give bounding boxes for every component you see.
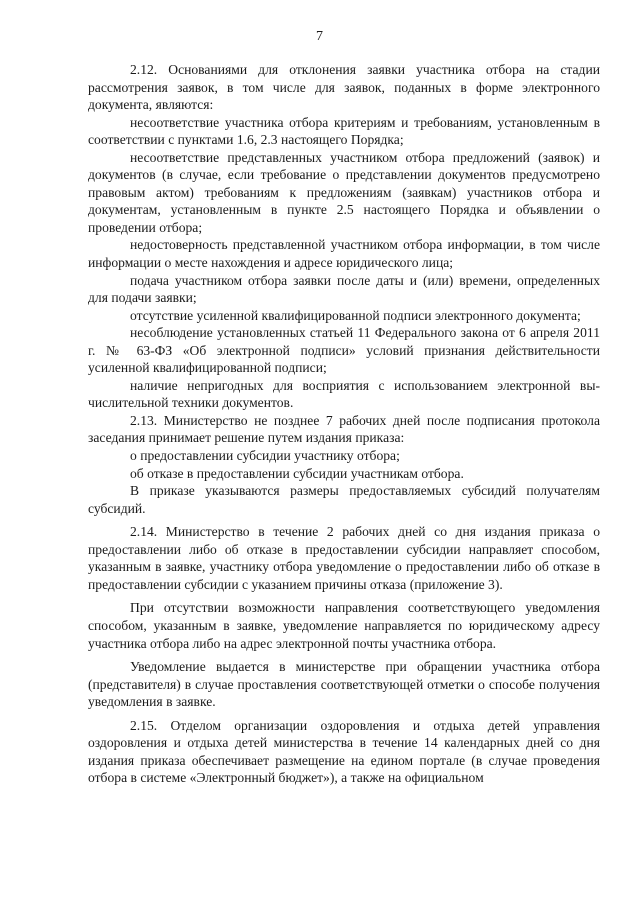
paragraph-2-15: 2.15. Отделом организации оздоровления и отдыха детей управления оздоровления и отдыха детей министерства в течение 14 календарных дней со дня издания приказа обеспечивает размещение на едином портале (в случае проведения отбора в системе «Электронный бюджет»), а также на официальном: [88, 717, 600, 786]
paragraph-signature-validity: несоблюдение установленных статьей 11 Федерального закона от 6 апреля 2011 г. № 63-ФЗ «Об электронной подписи» условий признания действительности усиленной квалифицированной подписи;: [88, 325, 600, 376]
paragraph-late-submission: подача участником отбора заявки после даты и (или) времени, определенных для подачи заявки;: [88, 272, 600, 306]
paragraph-2-14: 2.14. Министерство в течение 2 рабочих дней со дня издания приказа о предоставлении либо об отказе в предоставлении субсидии направляет способом, указанным в заявке, участнику отбора уведомление о предоставлении либо об отказе в предоставлении субсидии с указанием причины отказа (приложение 3).: [88, 524, 600, 592]
paragraph-unreadable-documents: наличие непригодных для восприятия с использованием электронной вычислительной техники документов.: [88, 377, 600, 411]
paragraph-subsidy-amounts: В приказе указываются размеры предоставляемых субсидий получателям субсидий.: [88, 483, 600, 516]
paragraph-grant-decision: о предоставлении субсидии участнику отбора;: [130, 448, 400, 464]
paragraph-notification-in-person: Уведомление выдается в министерстве при обращении участника отбора (представителя) в случае проставления соответствующей отметки о способе получения уведомления в заявке.: [88, 659, 600, 710]
paragraph-2-12: 2.12. Основаниями для отклонения заявки участника отбора на стадии рассмотрения заявок, в том числе для заявок, поданных в форме электронного документа, являются:: [88, 62, 600, 113]
paragraph-notification-fallback: При отсутствии возможности направления соответствующего уведомления способом, указанным в заявке, уведомление направляется по юридическому адресу участника отбора либо на адрес электронной почты участника отбора.: [88, 600, 600, 651]
paragraph-proposals-mismatch: несоответствие представленных участником отбора предложений (заявок) и документов (в случае, если требование о представлении документов предусмотрено правовым актом) требованиям к предложениям (заявкам) участников отбора и документам, установленным в пункте 2.5 настоящего Порядка и объявлении о проведении отбора;: [88, 149, 600, 235]
paragraph-no-signature: отсутствие усиленной квалифицированной подписи электронного документа;: [130, 307, 581, 323]
paragraph-2-13: 2.13. Министерство не позднее 7 рабочих дней после подписания протокола заседания принимает решение путем издания приказа:: [88, 412, 600, 446]
page-number: 7: [316, 29, 323, 44]
document-body: [88, 61, 600, 787]
paragraph-refusal-decision: об отказе в предоставлении субсидии участникам отбора.: [130, 465, 464, 481]
paragraph-inaccurate-info: недостоверность представленной участником отбора информации, в том числе информации о месте нахождения и адресе юридического лица;: [88, 237, 600, 271]
paragraph-criteria-mismatch: несоответствие участника отбора критериям и требованиям, установленным в соответствии с пунктами 1.6, 2.3 настоящего Порядка;: [88, 114, 600, 148]
